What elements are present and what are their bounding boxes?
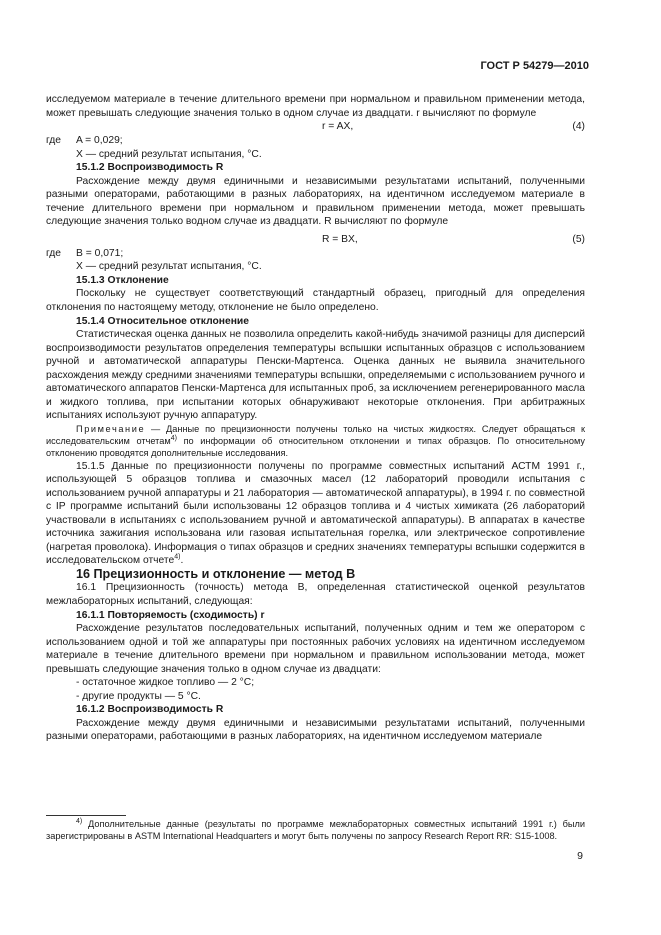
subsection-heading: 15.1.4 Относительное отклонение [76, 315, 249, 327]
formula-number: (5) [572, 233, 585, 245]
formula-number: (4) [572, 121, 585, 133]
where-label: где [46, 247, 62, 259]
where-definition: A = 0,029; [76, 135, 123, 147]
subsection-heading: 16.1.2 Воспроизводимость R [76, 704, 224, 716]
formula-expression: r = AX, [322, 121, 354, 133]
where-definition: B = 0,071; [76, 247, 124, 259]
subsection-heading: 15.1.3 Отклонение [76, 274, 169, 286]
paragraph: 16.1 Прецизионность (точность) метода В, определенная статистической оценкой результатов межлабораторных испытаний, следующая: [46, 582, 585, 608]
paragraph: Расхождение результатов последовательных испытаний, полученных одним и тем же оператором с использованием одной и той же аппаратуры при постоянных рабочих условиях на идентичном исследуемом материале в течение длительного времени при нормальном и правильном использовании метода, может превышать следующие значения только в одном случае из двадцати: [46, 623, 585, 675]
subsection-heading: 16.1.1 Повторяемость (сходимость) r [76, 609, 265, 621]
where-definition: X — средний результат испытания, °С. [76, 148, 262, 160]
formula-expression: R = BX, [322, 233, 358, 245]
paragraph: Расхождение между двумя единичными и независимыми результатами испытаний, полученными разными операторами, работающими в разных лабораториях, на идентичном исследуемом материале в течение длительного времени при нормальном и правильном применении метода, может превышать следующие значения только водном случае из двадцати. R вычисляют по формуле [46, 175, 585, 228]
standard-code: ГОСТ Р 54279—2010 [480, 60, 589, 72]
note-text: по информации об относительном отклонении и типах образцов. По относительному отклонению проводятся дополнительные исследования. [46, 436, 585, 459]
where-label: где [46, 135, 62, 147]
where-definition: X — средний результат испытания, °С. [76, 261, 262, 273]
paragraph-text: . [180, 555, 184, 567]
formula-4 [46, 120, 585, 134]
footnote [46, 818, 585, 842]
section-heading: 16 Прецизионность и отклонение — метод В [76, 566, 356, 581]
list-item: - другие продукты — 5 °С. [76, 690, 201, 702]
paragraph: Поскольку не существует соответствующий стандартный образец, пригодный для определения отклонения по настоящему методу, отклонение не было определено. [46, 288, 585, 314]
note-label: Примечание [76, 423, 146, 434]
subsection-heading: 15.1.2 Воспроизводимость R [76, 162, 224, 174]
footnote-divider [46, 815, 126, 816]
formula-5 [46, 233, 585, 247]
page-number: 9 [577, 850, 583, 862]
paragraph-text: 15.1.5 Данные по прецизионности получены по программе совместных испытаний АСТМ 1991 г., использующей 5 образцов топлива и смазочных масел (12 лабораторий проводили испытания с использованием ручной аппаратуры и 21 лаборатория — автоматической аппаратуры), в 1994 г. по совместной с IP программе испытаний были использованы 12 образцов топлива и 4 чистых химиката (26 лабораторий участвовали в испытаниях с использованием ручной и автоматической аппаратуры). В аппаратах в качестве источника зажигания использована или газовая испытательная горелка, или электрическое сопротивление (нагретая проволока). Информация о типах образцов и средних значениях температуры вспышки содержится в исследовательском отчете [46, 460, 585, 567]
where-line [46, 134, 585, 148]
list-item: - остаточное жидкое топливо — 2 °С; [76, 677, 255, 689]
paragraph-continued: исследуемом материале в течение длительного времени при нормальном и правильном применении метода, может превышать следующие значения только в одном случае из двадцати. r вычисляют по формуле [46, 94, 585, 119]
paragraph: Статистическая оценка данных не позволила определить какой-нибудь значимой разницы для дисперсий воспроизводимости результатов определения температуры вспышки испытанных образцов с использованием ручной и автоматической аппаратуры Пенски-Мартенса. Оценка данных не выявила значительного расхождения между средними значениями температуры вспышки, определяемыми с использованием ручного и автоматического аппаратов Пенски-Мартенса для испытанных проб, за исключением регенерированного масла и жидкого топлива, при испытании которых обнаруживают некоторые отклонения. При арбитражных испытаниях используют ручную аппаратуру. [46, 329, 585, 422]
where-line [46, 247, 585, 261]
paragraph [46, 460, 585, 568]
footnote-ref: 4) [170, 435, 177, 443]
paragraph: Расхождение между двумя единичными и независимыми результатами испытаний, полученными разными операторами, работающими в разных лабораториях, на идентичном исследуемом материале [46, 717, 585, 743]
footnote-text: Дополнительные данные (результаты по программе межлабораторных совместных испытаний 1991 г.) были зарегистрированы в ASTM International Headquarters и могут быть получены по запросу Research Report RR: S15-1008. [46, 819, 585, 842]
note-text: — Данные по прецизионности получены только на чистых жидкостях. Следует обращаться к исследовательским отчетам [46, 423, 585, 447]
page-content [46, 93, 585, 744]
note [46, 423, 585, 460]
footnote-ref: 4) [174, 553, 181, 561]
footnote-mark: 4) [76, 817, 83, 825]
